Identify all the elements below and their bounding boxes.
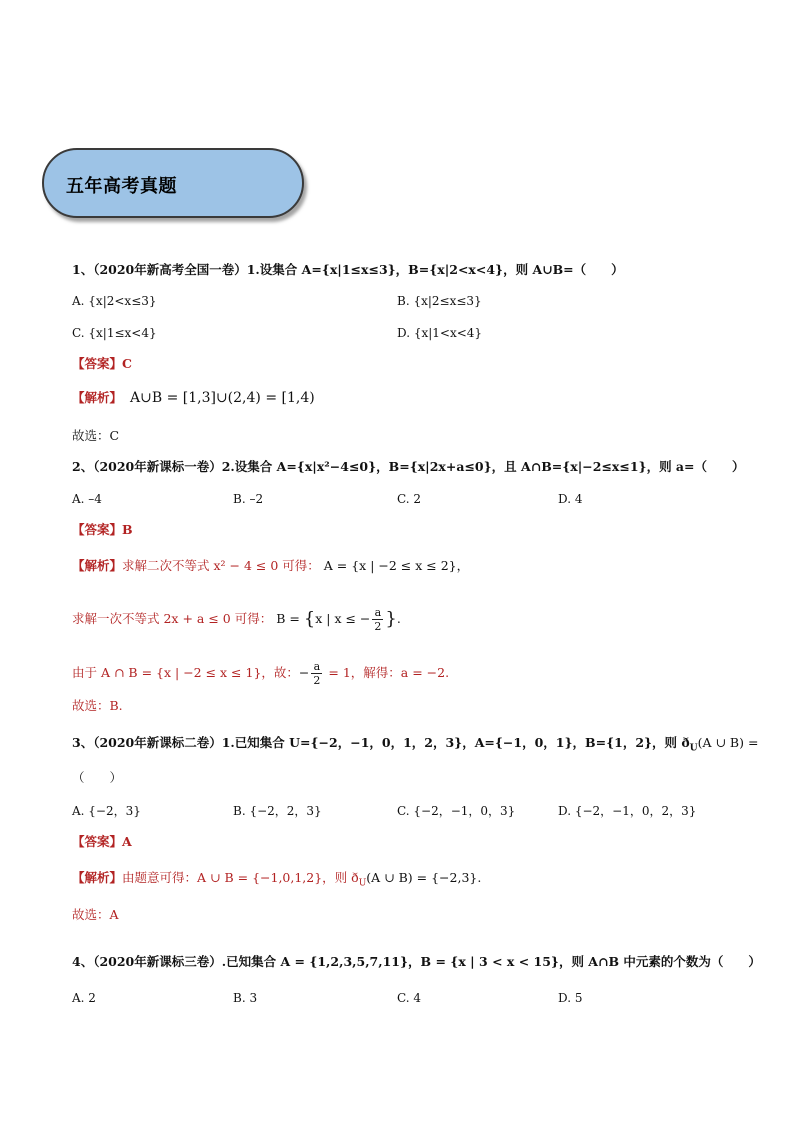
q1-answer [72, 356, 132, 372]
q3-answer-value: A [122, 834, 132, 849]
q3-analysis-tag: 【解析】 [72, 870, 123, 885]
q3-analysis-sub: U [358, 878, 367, 889]
q2-answer-tag: 【答案】 [72, 522, 123, 537]
q3-paren: （ ） [72, 770, 123, 785]
q2-analysis-2b: B = [276, 611, 304, 626]
q1-answer-value: C [122, 356, 132, 371]
q2-analysis-3a: 由于 A ∩ B = {x | −2 ≤ x ≤ 1}，故： [72, 665, 299, 680]
q2-conclusion: 故选：B. [72, 698, 123, 713]
q3-stem-sub: U [689, 743, 698, 754]
q3-answer-tag: 【答案】 [72, 834, 123, 849]
q2-analysis-3b: = 1，解得：a = −2. [324, 665, 450, 680]
q2-analysis-2c: x | x ≤ − [315, 611, 371, 626]
q3-option-a: A. {−2，3} [72, 804, 141, 818]
q3-answer [72, 834, 132, 850]
section-title: 五年高考真题 [66, 176, 177, 197]
q1-analysis-tag: 【解析】 [72, 390, 123, 405]
q3-conclusion: 故选：A [72, 907, 119, 922]
q4-option-d: D. 5 [558, 991, 583, 1005]
q2-brace-right: } [385, 608, 397, 630]
q2-fraction-2-num: a [311, 660, 322, 674]
q2-analysis-line2: 求解一次不等式 2x + a ≤ 0 可得： B = {x | x ≤ − $\frac{a}{2}$ }. [72, 606, 401, 633]
q4-option-a: A. 2 [72, 991, 96, 1005]
q3-option-c: C. {−2，−1，0，3} [397, 804, 516, 818]
q3-stem-tail: (A ∪ B) = [697, 735, 759, 750]
q2-fraction-den: 2 [374, 620, 382, 633]
q2-brace-left: { [303, 608, 316, 630]
q2-analysis-1a: 求解二次不等式 x² − 4 ≤ 0 可得： [122, 558, 320, 573]
section-banner [42, 148, 304, 218]
q2-analysis-line1 [72, 558, 469, 574]
q3-analysis-tail: (A ∪ B) = {−2,3}. [366, 870, 482, 885]
q1-answer-tag: 【答案】 [72, 356, 123, 371]
q1-analysis-text: A∪B = [1,3]∪(2,4) = [1,4) [130, 390, 315, 406]
q2-answer [72, 522, 133, 538]
q3-option-d: D. {−2，−1，0，2，3} [558, 804, 697, 818]
q2-option-a: A. –4 [72, 492, 102, 506]
q2-analysis-1b: A = {x | −2 ≤ x ≤ 2}， [323, 558, 470, 573]
q1-option-b: B. {x|2≤x≤3} [397, 294, 482, 308]
q2-fraction-num: a [372, 606, 383, 620]
q2-analysis-line3: 由于 A ∩ B = {x | −2 ≤ x ≤ 1}，故：− $\frac{a}{2}$ = 1，解得：a = −2. [72, 660, 450, 687]
q2-option-c: C. 2 [397, 492, 422, 506]
q1-conclusion: 故选：C [72, 428, 120, 443]
q3-analysis [72, 870, 481, 892]
q2-option-b: B. –2 [233, 492, 264, 506]
q2-option-d: D. 4 [558, 492, 583, 506]
q3-stem [72, 735, 758, 757]
q1-stem: 1、（2020年新高考全国一卷）1.设集合 A={x|1≤x≤3}，B={x|2<x<4}，则 A∪B=（ ） [72, 262, 624, 277]
q2-analysis-tag: 【解析】 [72, 558, 123, 573]
q2-fraction-2 [311, 660, 322, 687]
q4-option-b: B. 3 [233, 991, 258, 1005]
q3-stem-text: 3、（2020年新课标二卷）1.已知集合 U={−2，−1，0，1，2，3}，A={−1，0，1}，B={1，2}，则 ð [72, 735, 690, 750]
q1-analysis [72, 390, 315, 406]
q2-fraction-2-den: 2 [313, 674, 321, 687]
q2-fraction [372, 606, 383, 633]
q2-analysis-2a: 求解一次不等式 2x + a ≤ 0 可得： [72, 611, 273, 626]
q2-answer-value: B [122, 522, 133, 537]
q1-option-d: D. {x|1<x<4} [397, 326, 483, 340]
q3-analysis-text: 由题意可得：A ∪ B = {−1,0,1,2}，则 ð [122, 870, 359, 885]
q1-option-a: A. {x|2<x≤3} [72, 294, 157, 308]
q4-stem: 4、（2020年新课标三卷）.已知集合 A = {1,2,3,5,7,11}，B = {x | 3 < x < 15}，则 A∩B 中元素的个数为（ ） [72, 954, 761, 969]
q1-option-c: C. {x|1≤x<4} [72, 326, 157, 340]
q4-option-c: C. 4 [397, 991, 422, 1005]
q2-stem: 2、（2020年新课标一卷）2.设集合 A={x|x²−4≤0}，B={x|2x+a≤0}，且 A∩B={x|−2≤x≤1}，则 a=（ ） [72, 459, 745, 474]
q3-option-b: B. {−2，2，3} [233, 804, 322, 818]
